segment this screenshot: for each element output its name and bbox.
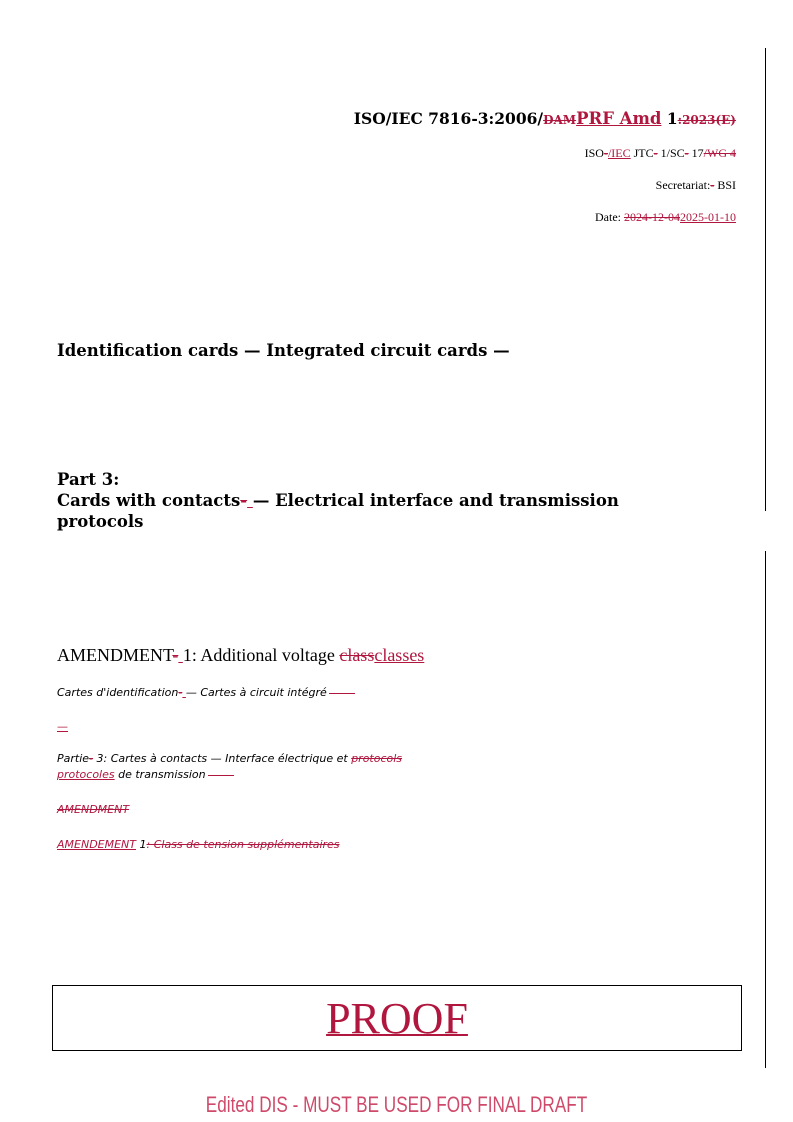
french-amendment-line: AMENDEMENT 1: Class de tension supplémentaires: [57, 838, 340, 851]
main-title: Identification cards — Integrated circuit cards —: [57, 341, 510, 360]
part-subtitle: Cards with contacts- — Electrical interface and transmission protocols: [57, 491, 619, 531]
change-bar-top: [765, 48, 766, 511]
french-title-line-3: Partie- 3: Cartes à contacts — Interface électrique et protocols: [57, 752, 403, 765]
french-title-line-1: Cartes d'identification- — Cartes à circuit intégré: [57, 686, 355, 699]
secretariat-line: Secretariat:- BSI: [655, 178, 736, 192]
part-label: Part 3:: [57, 470, 120, 489]
amendment-title: AMENDMENT- 1: Additional voltage classclasses: [57, 645, 425, 665]
change-bar-bottom: [765, 551, 766, 1068]
date-line: Date: 2024-12-042025-01-10: [595, 210, 736, 224]
footer-note: Edited DIS - MUST BE USED FOR FINAL DRAFT: [205, 1092, 588, 1117]
proof-box: [52, 985, 742, 1051]
french-title-line-4: protocoles de transmission: [57, 768, 234, 781]
deleted-rule: [208, 775, 234, 776]
proof-label: PROOF: [326, 993, 468, 1043]
part-title: [57, 469, 697, 532]
committee-line: ISO-/IEC JTC- 1/SC- 17/WG 4: [584, 146, 736, 160]
deleted-rule: [329, 693, 355, 694]
french-title-line-2: —: [57, 720, 68, 733]
french-amendment-deleted: AMENDMENT: [57, 803, 130, 816]
document-reference: ISO/IEC 7816-3:2006/DAMPRF Amd 1:2023(E): [353, 109, 736, 128]
